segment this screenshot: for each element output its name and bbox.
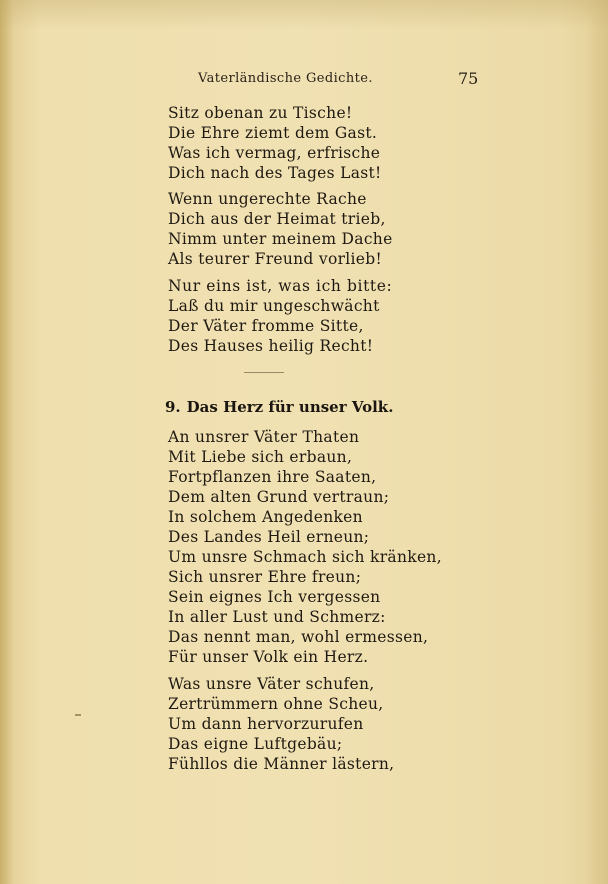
verse-line: Mit Liebe sich erbaun, (168, 448, 353, 466)
verse-line: Dich nach des Tages Last! (168, 164, 382, 182)
verse-line: Zertrümmern ohne Scheu, (168, 695, 384, 713)
verse-line: Des Hauses heilig Recht! (168, 337, 374, 355)
verse-line: Was unsre Väter schufen, (168, 675, 375, 693)
verse-line: An unsrer Väter Thaten (168, 428, 360, 446)
verse-line: Sitz obenan zu Tische! (168, 104, 353, 122)
verse-line: Der Väter fromme Sitte, (168, 317, 364, 335)
section-divider (244, 372, 284, 373)
verse-line: Wenn ungerechte Rache (168, 190, 367, 208)
running-head: Vaterländische Gedichte. (198, 71, 373, 86)
verse-line: Laß du mir ungeschwächt (168, 297, 380, 315)
page-shadow-right (586, 0, 608, 884)
verse-line: Sich unsrer Ehre freun; (168, 568, 362, 586)
poem-title: Das Herz für unser Volk. (186, 398, 394, 416)
verse-line: Für unser Volk ein Herz. (168, 648, 369, 666)
verse-line: Das eigne Luftgebäu; (168, 735, 343, 753)
verse-line: Nimm unter meinem Dache (168, 230, 393, 248)
verse-line: Um unsre Schmach sich kränken, (168, 548, 442, 566)
page-number: 75 (458, 69, 479, 88)
verse-line: Um dann hervorzurufen (168, 715, 364, 733)
poem-number: 9. (165, 398, 181, 416)
verse-line: Dem alten Grund vertraun; (168, 488, 390, 506)
poem-heading (165, 398, 393, 416)
verse-line: In solchem Angedenken (168, 508, 363, 526)
verse-line: Als teurer Freund vorlieb! (168, 250, 383, 268)
page-shadow-top (0, 0, 608, 30)
verse-line: Fortpflanzen ihre Saaten, (168, 468, 377, 486)
verse-line: Dich aus der Heimat trieb, (168, 210, 386, 228)
verse-line: In aller Lust und Schmerz: (168, 608, 386, 626)
verse-line: Was ich vermag, erfrische (168, 144, 381, 162)
margin-mark (75, 714, 81, 716)
verse-line: Das nennt man, wohl ermessen, (168, 628, 429, 646)
verse-line: Des Landes Heil erneun; (168, 528, 370, 546)
verse-line: Nur eins ist, was ich bitte: (168, 277, 393, 295)
verse-line: Fühllos die Männer lästern, (168, 755, 395, 773)
verse-line: Sein eignes Ich vergessen (168, 588, 381, 606)
verse-line: Die Ehre ziemt dem Gast. (168, 124, 378, 142)
